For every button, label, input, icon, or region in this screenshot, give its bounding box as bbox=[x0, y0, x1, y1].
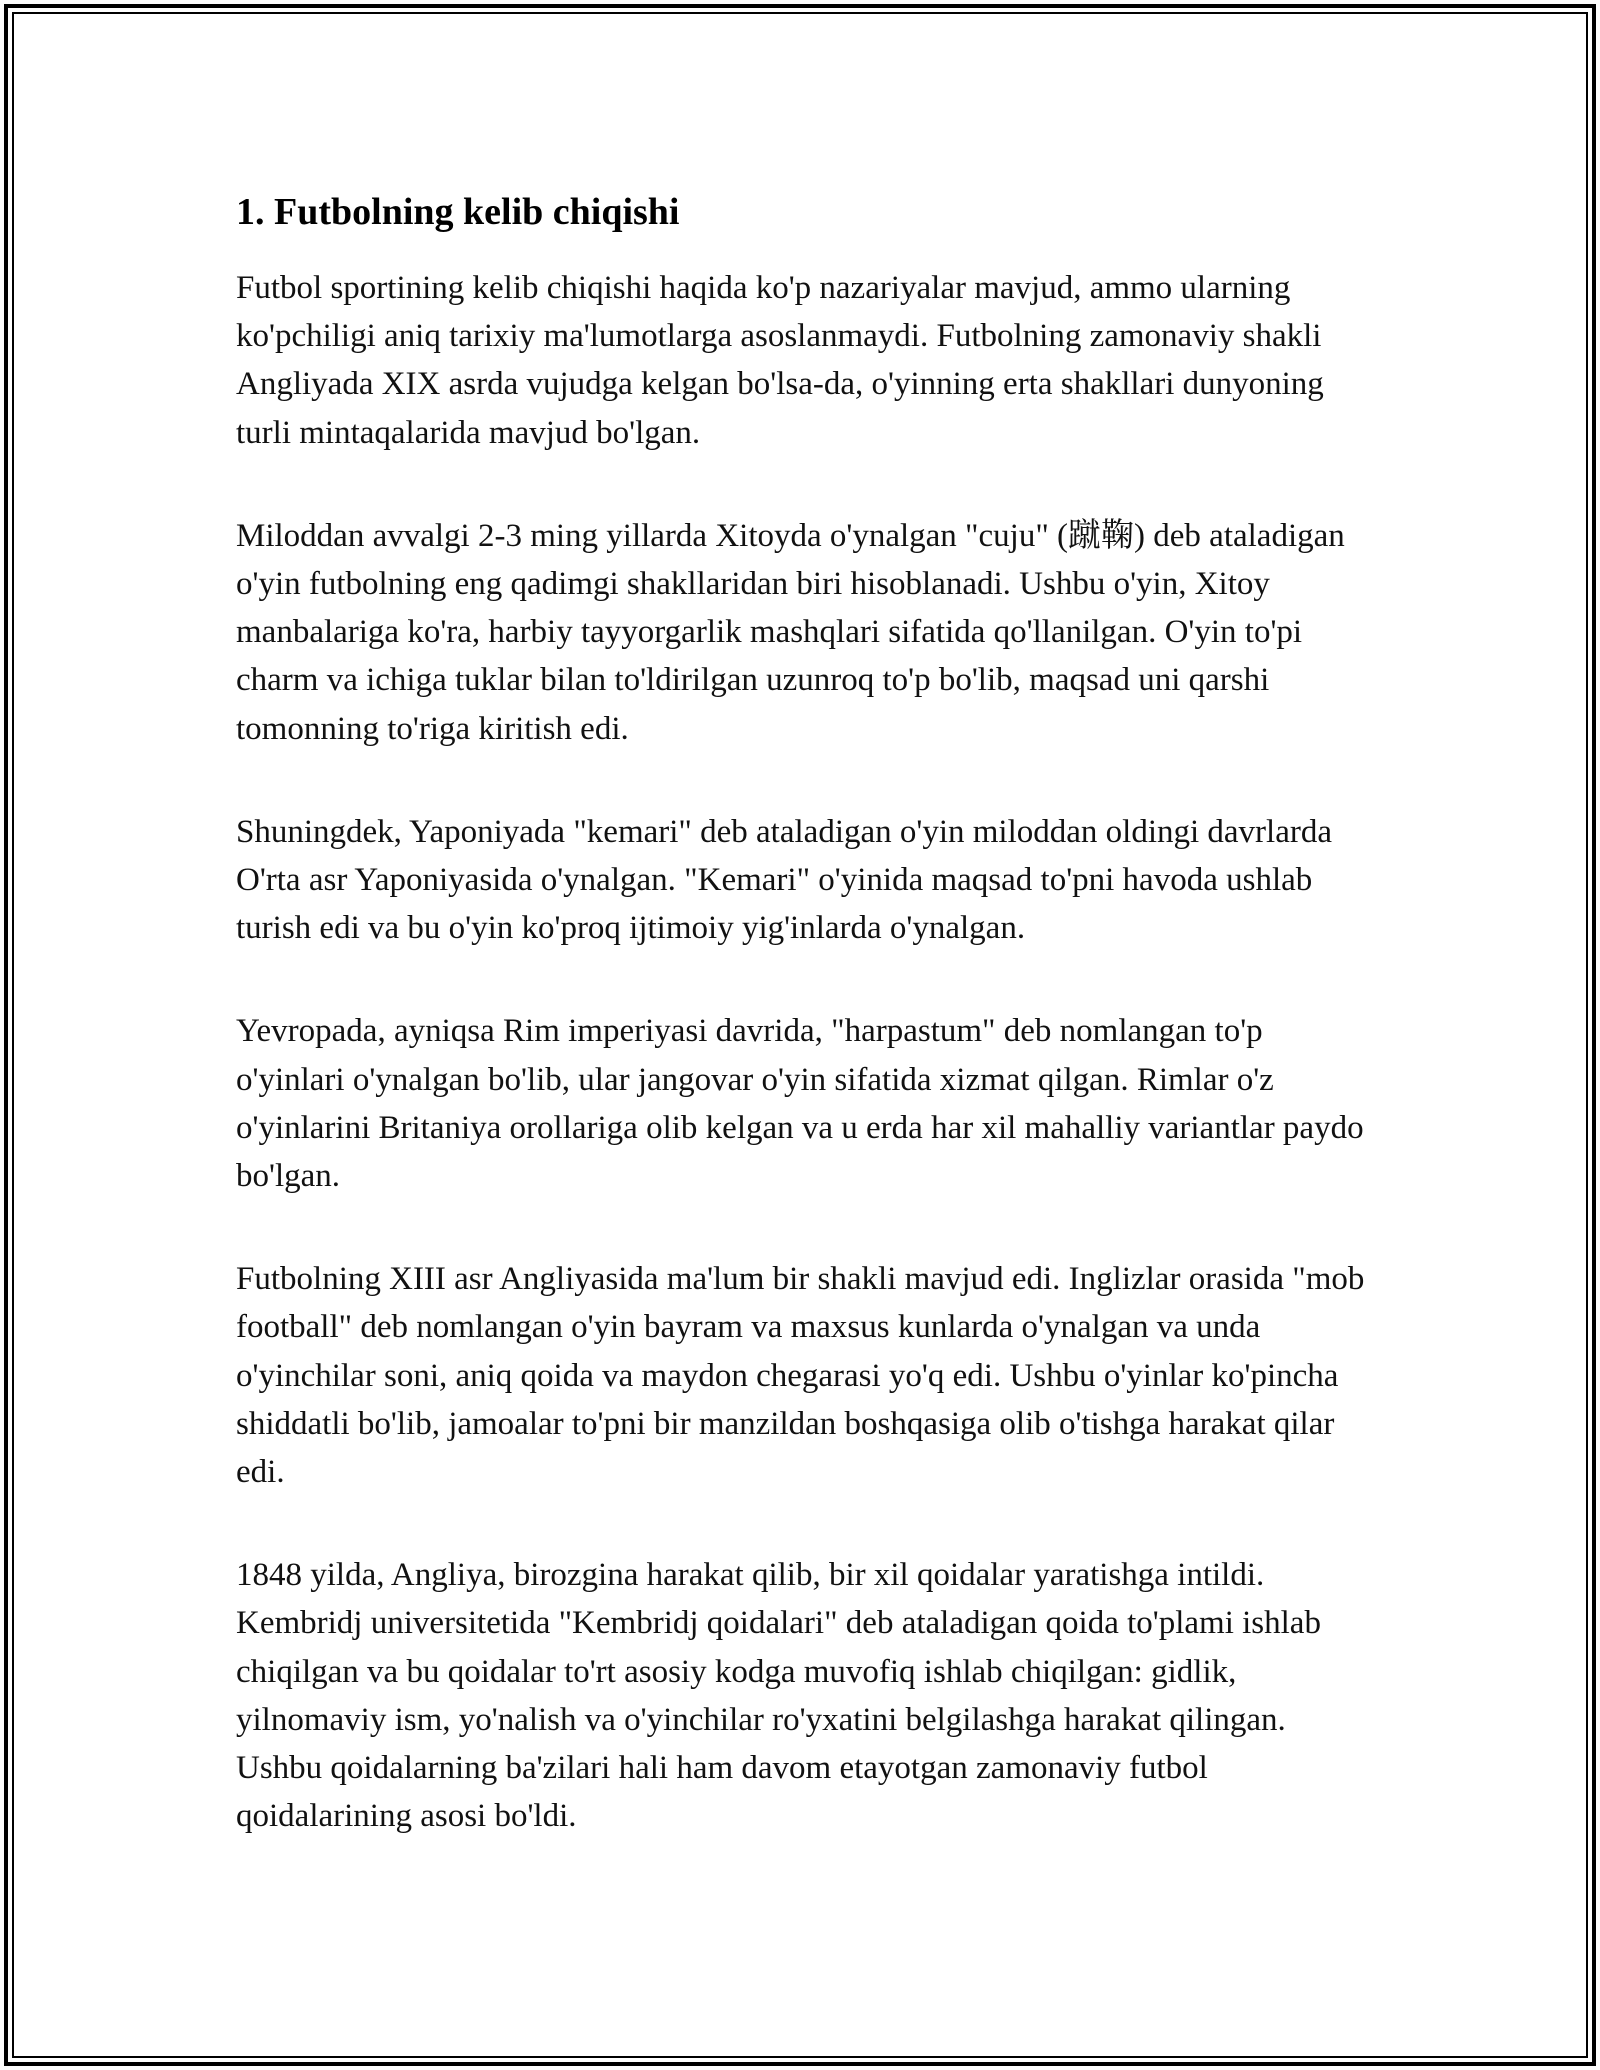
paragraph-4: Yevropada, ayniqsa Rim imperiyasi davrida, "harpastum" deb nomlangan to'p o'yinlari o'ynalgan bo'lib, ular jangovar o'yin sifatida xizmat qilgan. Rimlar o'z o'yinlarini Britaniya orollariga olib kelgan va u erda har xil mahalliy variantlar paydo bo'lgan. bbox=[236, 1013, 1364, 1195]
paragraph-5: Futbolning XIII asr Angliyasida ma'lum bir shakli mavjud edi. Inglizlar orasida "mob football" deb nomlangan o'yin bayram va maxsus kunlarda o'ynalgan va unda o'yinchilar soni, aniq qoida va maydon chegarasi yo'q edi. Ushbu o'yinlar ko'pincha shiddatli bo'lib, jamoalar to'pni bir manzildan boshqasiga olib o'tishga harakat qilar edi. bbox=[236, 1261, 1365, 1491]
paragraph-3: Shuningdek, Yaponiyada "kemari" deb ataladigan o'yin miloddan oldingi davrlarda O'rta asr Yaponiyasida o'ynalgan. "Kemari" o'yinida maqsad to'pni havoda ushlab turish edi va bu o'yin ko'proq ijtimoiy yig'inlarda o'ynalgan. bbox=[236, 813, 1332, 947]
paragraph-1: Futbol sportining kelib chiqishi haqida ko'p nazariyalar mavjud, ammo ularning ko'pchiligi aniq tarixiy ma'lumotlarga asoslanmaydi. Futbolning zamonaviy shakli Angliyada XIX asrda vujudga kelgan bo'lsa-da, o'yinning erta shakllari dunyoning turli mintaqalarida mavjud bo'lgan. bbox=[236, 270, 1324, 451]
paragraph-6: 1848 yilda, Angliya, birozgina harakat qilib, bir xil qoidalar yaratishga intildi. Kembridj universitetida "Kembridj qoidalari" deb ataladigan qoida to'plami ishlab chiqilgan va bu qoidalar to'rt asosiy kodga muvofiq ishlab chiqilgan: gidlik, yilnomaviy ism, yo'nalish va o'yinchilar ro'yxatini belgilashga harakat qilingan. Ushbu qoidalarning ba'zilari hali ham davom etayotgan zamonaviy futbol qoidalarining asosi bo'ldi. bbox=[236, 1557, 1321, 1835]
paragraph-2: Miloddan avvalgi 2-3 ming yillarda Xitoyda o'ynalgan "cuju" (蹴鞠) deb ataladigan o'yin futbolning eng qadimgi shakllaridan biri hisoblanadi. Ushbu o'yin, Xitoy manbalariga ko'ra, harbiy tayyorgarlik mashqlari sifatida qo'llanilgan. O'yin to'pi charm va ichiga tuklar bilan to'ldirilgan uzunroq to'p bo'lib, maqsad uni qarshi tomonning to'riga kiritish edi. bbox=[236, 517, 1345, 747]
document-body bbox=[236, 188, 1366, 1895]
section-heading: 1. Futbolning kelib chiqishi bbox=[236, 191, 680, 233]
